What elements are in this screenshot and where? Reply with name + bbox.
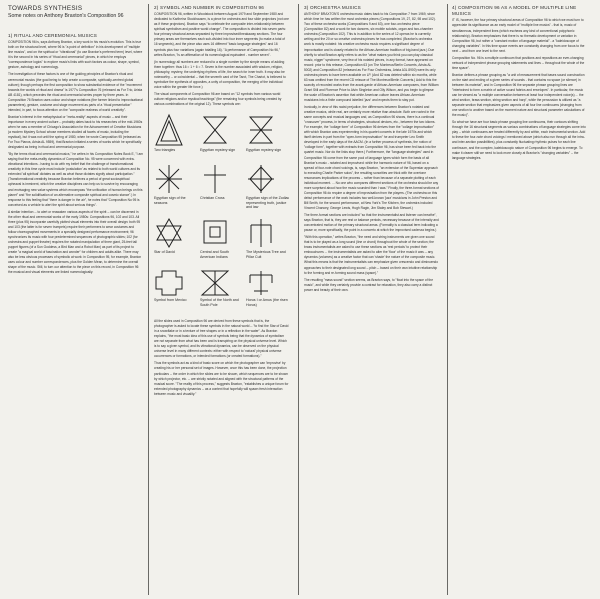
two-triangles-icon [154,113,184,147]
column-symbol-number [154,5,289,561]
page-subtitle: Some notes on Anthony Braxton's Composition 96 [8,13,124,19]
tree-pillar-icon [246,217,276,249]
page-title: TOWARDS SYNTHESIS [8,5,83,12]
paragraph: The resulting "mass sound" section seems, as Braxton says, to "float into the space of the music", and while they certainly provide a contrast for relaxation, they also carry a distinct power and beauty of their own. [304,277,434,292]
christian-cross-icon [200,163,230,195]
symbol-horus [246,269,289,307]
section-heading: 1) RITUAL AND CEREMONIAL MUSICS [8,33,98,38]
paragraph: IT IS, however, the four primary structural areas of Composition 96 to which we must turn to appreciate its significance as an early model of "multiple line musics" - that is, music of simultaneous, independent lines (which eschews any kind of conventional polyphonic relationship). Braxton emphasizes that there is no thematic development or variation in Composition 96, but rather a "constant motion of language material" - a "kaleidoscope of changing variables". In this time space events are constantly changing from one focus to the next -- and from one level to the next. [452,18,585,53]
symbol-zodiac-truth [246,163,289,210]
section-heading: 2) SYMBOL AND NUMBER IN COMPOSITION 96 [154,5,265,10]
paragraph: COMPOSITION 96 is, says Anthony Braxton, a key work in his music's evolution. This is true both on the structural level, where 96 is "a point of definition" in his development of "multiple line musics", and on the spiritual or "vibrational" (to use Braxton's preferred term) level, where it is the second in his series of "ritual and ceremonial" pieces, in which he employs "correspondence logics" to explore music's links with such factors as colour, shape, symbol, gesture, astrology and numerology. [8,40,143,70]
symbol-caption: Symbol of the North and South Pole [200,298,239,307]
column-divider [447,4,448,595]
section-heading: 4) COMPOSITION 96 AS A MODEL OF MULTIPLE LINE MUSICS [452,5,577,17]
column-orchestra-musics [304,5,439,561]
central-south-american-icon [200,217,230,249]
column-ritual-musics [8,33,143,589]
symbol-caption: Horus I or Amus (the risen Horus) [246,298,288,307]
symbol-caption: Egyptian sign of the seasons [154,196,186,205]
symbol-american-indians [200,217,244,259]
paragraph: A similar intention -- to alert or reawaken various aspects of the spirit -- can be discerned in the other ritual and ceremonial works of the early 1980s: Compositions 96, 102 and 103. All three (plus 95) incorporate carefully plotted visual elements into their overall design: both 95 and 103 (the latter is for seven trumpets) require their performers to wear costumes and follow choreographed movements in a specially designed performance environment; 96 synchronizes its music with four predetermined sequences of photographic slides; 102 (for orchestra and puppet theatre) requires the notated manipulation of three giant, 25-feet tall puppet figures (of a Sun Goddess, a Bird Man and a Robot Man) as part of its project to create "a magical world of fascination and wonder" for children and adults alike. There may also be less obvious processes of symbolic at work: in Composition 95, for example, Braxton uses colour and number correspondences, plus the Golden Mean, to determine the overall shape of the music. Still, to turn our attention to the piece on this record, in Composition 96 the musical and visual elements are linked numerologically. [8,209,142,275]
paragraph: Composition No. 96 is a multiple continuum that positions and repositions an ever-changing network of independent phrase grouping statements and lines -- throughout the whole of the time space". [452,55,585,70]
paragraph: "With this operation," writes Braxton, "the need and string instruments are given one sound that is to be played as a long sound (line or chord) throughout the whole of the section; the brass instrumentalists are asked to use these sections as 'rest periods' to protect their embouchures ... the instrumentalists are asked to alter the 'floor' of the music it was -- any dynamics (volumes) as a creative factor that can 'shade' the nature of the composite music. What this means is that the instrumentalists can emphasize given crescendo and diminuendo approaches to their designated long sound -- pitch -- based on their own intuitive relationship to the forming and re-forming sound mass (space)." [304,235,439,275]
symbol-caption: Star of David [154,250,175,255]
seasons-cross-icon [154,163,184,195]
paragraph: COMPOSITION 96, written in Woodstock between August 1979 and September 1980 and dedicated to Karlheinz Stockhausen, is a piece for orchestra and four slide projectors (not one as if these projectors). Braxton says "to celebrate the composite inter-relationship between spiritual symbolism and positive world change". The composition is divided into seven parts: four primary structural areas separated by three improvised/breakaway sections. The four primary areas are themselves each sub-divided into four inner segments (to make a total of 16 segments), and the piece also uses 16 different "basic language strategies" and 16 symbols plus four variations (again totalling 16). "A performance of Composition No 96," writes Braxton, "is an affirmation of its numerological equivalent - number seven". [154,12,289,57]
north-south-pole-icon [200,269,230,297]
paragraph: Braxton's interest in the metaphysical or "meta-reality" aspects of music -- and their importance in every ancient culture -- probably dates back to his researches of the mid-1960s when he was a member of Chicago's Association for the Advancement of Creative Musicians (a modern Mystery School whose members studied all facets of music, including the mystical), but it was not until the spring of 1980, when he wrote Composition 95 (released as For Two Pianos, Arista AL 9559), that Braxton initiated a series of works which he specifically designated as being in ritual and ceremonial purpose. [8,114,143,150]
paragraph: So what we have are four basic phrase grouping line continuums, their contours shifting through the 16 structural segments as various combinations of language strategies come into play -- which continuums are treated differently by and within, each instrumental section. Add to these the four-note chord voicings I mentioned above (which also run through all the intra- and inter-section possibilities), plus constantly fluctuating rhythmic pulses for each line continuum, and the complex, kaleidoscopic nature of Composition 96 begins to emerge. To make it clearer still we need to look more closely at Braxton's "changing variables" -- the language strategies. [452,120,586,160]
column-divider [298,4,299,595]
symbol-caption: Egyptian sign of the Zodiac representing truth, justice and law [246,196,289,210]
paragraph: Braxton defines a phrase grouping as "a unit of measurement that bases sound construction on the start and ending of a given series of sounds - that contains no space (or silence) in between its material", and in Composition 96 the separate phrase grouping lines are "intertwined to form a matrix of active sound fabrics and envelopes". In particular, the music can be viewed as "a multiple conversation between at least four independent voice(s) ... the wind section, brass section, string section and harp", while the percussion is utilized as "a separate section that emphasizes given aspects of all four line continuums (changing from one section to another based on the moment nature and structural parameter calculations of the music)". [452,72,585,118]
horus-icon [246,269,276,297]
paragraph: The investigation of these factors is one of the guiding principles of Braxton's ritual and ceremonial musics (the goal being to help create a composite, spiritually-centred global culture); though perhaps the first composition to show substantial evidence of the "movement towards the worlds of ritual and drama" is 1977's Composition 76 (released as For Trio, Arista AB 4181), which precedes the ritual and ceremonial series proper by three years. In Composition 76 Braxton uses colour and shape notations (the former linked to improvisational parameters), gesture, costume and stage movement as parts of a "ritual presentation" intended, in part, to focus attention on the "composite realness of world creativity". [8,72,143,112]
symbol-christian-cross [200,163,244,201]
paragraph: The three-format sections are included "so that the instrumentalist and listener can breathe", says Braxton, that is, they are rest or balance periods, necessary because of the intensity and concentrated motion of the primary structural areas. (Formality is a classical term indicating a pause or, more specifically, the point in a concerto at which the improvised cadenza begins.) [304,213,439,233]
symbol-caption: Egyptian mystery sign [246,148,282,153]
section-heading: 3) ORCHESTRA MUSICS [304,5,361,10]
symbol-egyptian-mystery-1 [200,113,244,153]
zodiac-truth-icon [246,163,276,195]
column-divider [148,4,149,595]
egyptian-mystery-sign-icon [200,113,230,147]
title-block [8,5,143,20]
symbol-star-of-david [154,217,198,255]
symbol-caption: Egyptian mystery sign [200,148,236,153]
column-multiple-line-musics [452,5,587,561]
star-of-david-icon [154,217,184,249]
symbol-north-south-pole [200,269,244,307]
symbol-seasons [154,163,198,205]
symbol-caption: Central and South American Indians [200,250,229,259]
paragraph: Thus the symbols act as a kind of basic score on which the photographer can 'improvise' by creating his or her personal set of images. However, once this has been done, the projection particulars -- the order in which the slides are to be shown, which sequences are to be shown by which projector, etc. -- are strictly notated and aligned with the structural patterns of the musical score. "The reality of this process," suggests Braxton, "establishes a unique forum for extended photography dynamics -- as a context that hopefully will spawn fresh interaction between music and visuality." [154,361,289,396]
symbol-tree-pillar [246,217,289,259]
symbol-two-triangles [154,113,198,153]
paragraph: (In numerology all numbers are reduced to a single number by the simple means of adding them together: thus 16 = 1 + 6 = 7. Seven is the number associated with wisdom, religion, philosophy, mystery, the underlying rhythms of life, the search for inner truth. It may also be noteworthy -- or coincidental -- that the seventh card of the Tarot, The Chariot, is believed to symbolize the synthesis of opposites, a unity of composition, the merging of the individual voice within the greater life force.) [154,59,286,89]
symbol-egyptian-mystery-2 [246,113,289,153]
egyptian-mystery-sign-icon [246,113,276,147]
symbol-caption: Christian Cross [200,196,225,201]
mexico-symbol-icon [154,269,184,297]
symbol-grid [154,113,289,313]
paragraph: All the slides used in Composition 96 are derived from these symbols that is, the photographer is asked to locate these symbols in the natural world -- "to find the Star of David in a snowflake or in a texture of tree shapes or in a reflection in the water". As Braxton explains, "the most basic idea of this use of symbols being that the dynamics of symbolism are not separate from what has been and is transpiring on the physical universe level. Which is to say a given symbol, and its vibrational dynamics, can be observed on the physical universe level in many different contexts: either with respect to 'natural' physical universe occurrences or formations, or intended formations (or created formations)." [154,319,289,359]
symbol-caption: Two triangles [154,148,176,153]
paragraph: ANTHONY BRAXTON'S orchestra music dates back to his Composition 7 from 1969, since which time he has written the most orchestra pieces (Compositions 19, 27, 82, 98 and 102). Two of these orchestra works (Compositions 9 and 63), one four-orchestra piece (Composition 82) and a work for two dancers, six mobile soloists, organ and two-chamber orchestra (Composition 102). This is in addition to the series of 12 operas he is currently writing and the 20 or so creative orchestra pieces he has completed. (Braxton's orchestra work is mostly notated: his creative orchestra music requires a significant degree of improvisation and is closely related to the African-American tradition of big-band jazz.) Due chiefly to what Braxton aptly refers to as the "what makes you think you can play classical music, nigger" syndrome, very few of his notated pieces, in any format, have appeared on record: prior to this release, Composition 63 (on The Montreux/Berlin Concerts, Arista AL 5002) and Composition 82 (released as For Four Orchestras, Arista A3L 8900) were its only orchestra pieces to have been available on LP. (And 82 was deleted within six months, while 63 was omitted from the recent CD reissue of The Montreux/Berlin Concerts.) Add to this the scarcity of recorded works from the avant-garde of African-American composers, from William Grant Still and Florence Price to Alvin Singleton and Olly Wilson, and you begin to glimpse the scale of Braxton's assertion that white American culture leaves African-American musicians into a finite compound labelled 'jazz' and expects them to stay put. [304,12,439,102]
symbol-caption: Symbol from Mexico [154,298,187,303]
paragraph: The visual components of Composition 96 are based on "12 symbols from various world culture religions and/or mystical teachings" (the remaining four symbols being created by various combinations of the original 12). These symbols are: [154,91,282,106]
symbol-caption: The Mysterious Tree and Pillar Cult [246,250,286,259]
symbol-mexico [154,269,198,303]
paragraph: Ironically, in view of this racist prejudice, the differences between Braxton's notated and creative musics, while real, are certainly more relative than absolute. Both are rooted in the same concepts and musical languages and, as Composition 96 shows, there is a continual "crossover" process, in terms of strategies, structural devices, etc., between the two idioms. For example, the "collage form" of Composition 96 derives from the "collage improvisation" with which Braxton was experimenting in his quartet concerts in the late 1970s and which itself derives in part from the "open-form improvisation" he and trumpeter Leo Smith developed in the early days of the AACM. (In a further process of synthesis, the notion of "collage form", together with extracts from Composition 96, has since been fed back into the quartet music. Nor do the links stop there.) Furthermore, the "language strategies" used in Composition 96 come from the same pool of language types which form the basis of all Braxton's music - notated and improvised: while the harmonic nature of 96, based on a spread of four-note chord voicings, is, says Braxton, "an extension of the Superstar approach to executing Charlie Parker solos", the resulting sonorities are thick with the overtone resonances implications of the process -- rather than because of a separate plotting of each individual moment. ... No one who compares different sections of the orchestra should be any more surprised about how the music sounded than I was." Finally, the three-format sections of Composition 96 do require a degree of improvisation from the players. (The orchestra on this debut performance of the work includes two well-known 'jazz' musicians in John Preston and Bill Smith, for the second performance, at New York's The Kitchen, the orchestra included Vincent Chancey, George Lewis, Hugh Ragin, Jim Staley and Bob Stewart.) [304,105,439,210]
paragraph: "By the terms ritual and ceremonial musics," he writes in his Composition Notes Book E, "I am saying that the meta-reality dynamics of Composition No. 95 were concerned with extra-vibrational intentions - having to do with my belief that the challenge of transformational creativity in this time cycle must include 'postulation' as related to both world cultures and its extended 'all spiritual' dictates as well as what those dictates signify about participation." (Transformational creativity because Braxton believes a period of great sociospiritual upheaval is imminent, which the creative disciplines can help us to survive by encouraging and envisaging new value systems which encompass "the unification of human beings on this planet" and "the solidification of an alternative composite spiritual and cosmic stance".) In response to this feeling that "there is danger in the air", he notes that "Composition No 95 is conceived as a vehicle to alert the spirit about serious things". [8,152,143,207]
